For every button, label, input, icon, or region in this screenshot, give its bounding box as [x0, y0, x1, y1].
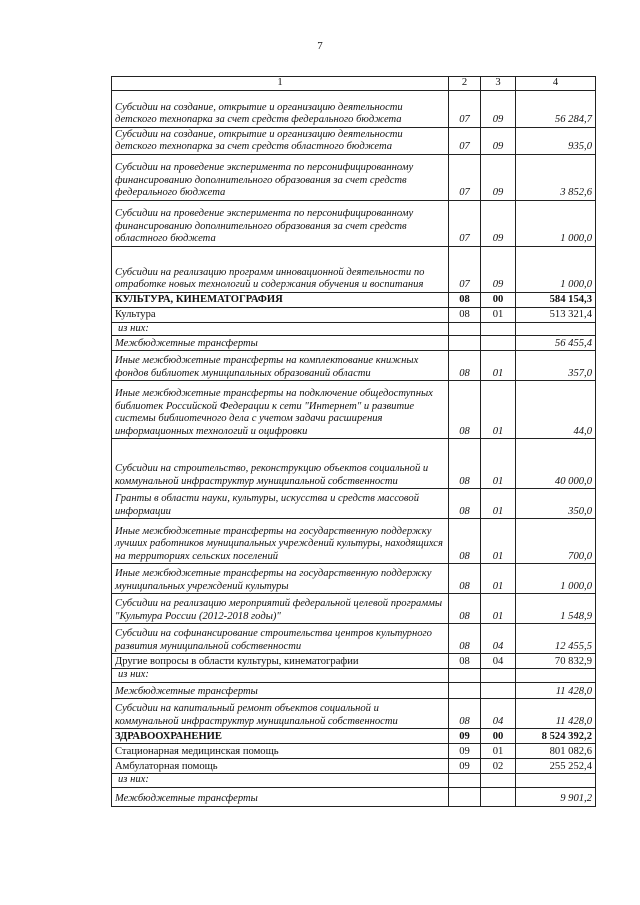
row-amount: 12 455,5: [516, 624, 596, 654]
table-row: [112, 787, 596, 806]
row-name: Иные межбюджетные трансферты на подключение общедоступных библиотек Российской Федерации к сети "Интернет" и развитие системы библиотечного дела с учетом задачи расширения информационных технологий и оцифровки: [112, 381, 449, 439]
row-amount: 9 901,2: [516, 787, 596, 806]
table-row: [112, 683, 596, 699]
table-row: [112, 351, 596, 381]
table-row: [112, 594, 596, 624]
column-header-4: 4: [516, 77, 596, 91]
row-name: Межбюджетные трансферты: [112, 336, 449, 351]
table-row: [112, 669, 596, 683]
row-section-code: 09: [449, 759, 481, 774]
table-row: [112, 744, 596, 759]
row-subsection-code: 01: [481, 564, 516, 594]
row-amount: 357,0: [516, 351, 596, 381]
row-subsection-code: 04: [481, 654, 516, 669]
table-row: [112, 489, 596, 519]
row-section-code: 07: [449, 200, 481, 246]
table-row: [112, 774, 596, 788]
table-row: [112, 200, 596, 246]
row-subsection-code: 01: [481, 439, 516, 489]
row-amount: 1 000,0: [516, 246, 596, 292]
row-section-code: 08: [449, 292, 481, 307]
table-row: [112, 90, 596, 127]
row-name: Субсидии на капитальный ремонт объектов социальной и коммунальной инфраструктур муниципальной собственности: [112, 699, 449, 729]
row-subsection-code: 01: [481, 594, 516, 624]
column-header-3: 3: [481, 77, 516, 91]
row-name: Иные межбюджетные трансферты на государственную поддержку муниципальных учреждений культуры: [112, 564, 449, 594]
row-name: Субсидии на реализацию мероприятий федеральной целевой программы "Культура России (2012-2018 годы)": [112, 594, 449, 624]
table-row: [112, 154, 596, 200]
row-amount: 513 321,4: [516, 307, 596, 322]
table-row: [112, 322, 596, 336]
row-section-code: 08: [449, 594, 481, 624]
row-subsection-code: 09: [481, 90, 516, 127]
row-section-code: 08: [449, 564, 481, 594]
row-name: Субсидии на софинансирование строительства центров культурного развития муниципальной собственности: [112, 624, 449, 654]
row-subsection-code: 09: [481, 154, 516, 200]
row-amount: [516, 774, 596, 788]
row-section-code: 08: [449, 307, 481, 322]
row-amount: [516, 669, 596, 683]
row-section-code: [449, 322, 481, 336]
row-section-code: 09: [449, 729, 481, 744]
table-row: [112, 381, 596, 439]
table-row: [112, 246, 596, 292]
table-row: [112, 699, 596, 729]
row-name: Субсидии на проведение эксперимента по персонифицированному финансированию дополнительного образования за счет средств областного бюджета: [112, 200, 449, 246]
row-subsection-code: 09: [481, 127, 516, 154]
row-amount: 40 000,0: [516, 439, 596, 489]
row-name: Другие вопросы в области культуры, кинематографии: [112, 654, 449, 669]
row-subsection-code: 04: [481, 624, 516, 654]
row-name: КУЛЬТУРА, КИНЕМАТОГРАФИЯ: [112, 292, 449, 307]
row-amount: [516, 322, 596, 336]
row-name: Субсидии на строительство, реконструкцию объектов социальной и коммунальной инфраструктур муниципальной собственности: [112, 439, 449, 489]
row-name: Иные межбюджетные трансферты на государственную поддержку лучших работников муниципальных учреждений культуры, находящихся на территориях сельских поселений: [112, 519, 449, 564]
row-amount: 56 455,4: [516, 336, 596, 351]
row-amount: 801 082,6: [516, 744, 596, 759]
row-amount: 255 252,4: [516, 759, 596, 774]
row-name: ЗДРАВООХРАНЕНИЕ: [112, 729, 449, 744]
row-amount: 3 852,6: [516, 154, 596, 200]
row-amount: 11 428,0: [516, 699, 596, 729]
row-name: Субсидии на реализацию программ инновационной деятельности по отработке новых технологий и содержания обучения и воспитания: [112, 246, 449, 292]
row-section-code: 08: [449, 519, 481, 564]
table-row: [112, 439, 596, 489]
table-row: [112, 624, 596, 654]
row-name: Субсидии на проведение эксперимента по персонифицированному финансированию дополнительного образования за счет средств федерального бюджета: [112, 154, 449, 200]
budget-table: [111, 76, 596, 807]
row-subsection-code: 01: [481, 307, 516, 322]
row-name: Гранты в области науки, культуры, искусства и средств массовой информации: [112, 489, 449, 519]
row-subsection-code: [481, 669, 516, 683]
row-subsection-code: [481, 683, 516, 699]
row-subsection-code: 04: [481, 699, 516, 729]
row-subsection-code: 01: [481, 519, 516, 564]
row-name: из них:: [112, 322, 449, 336]
page-number: 7: [317, 40, 323, 52]
row-section-code: [449, 669, 481, 683]
column-header-1: 1: [112, 77, 449, 91]
row-amount: 700,0: [516, 519, 596, 564]
row-subsection-code: 02: [481, 759, 516, 774]
table-row: [112, 564, 596, 594]
table-header-row: [112, 77, 596, 91]
row-section-code: 08: [449, 381, 481, 439]
row-name: Субсидии на создание, открытие и организацию деятельности детского технопарка за счет средств областного бюджета: [112, 127, 449, 154]
row-amount: 44,0: [516, 381, 596, 439]
row-subsection-code: 00: [481, 729, 516, 744]
row-section-code: 07: [449, 246, 481, 292]
row-subsection-code: 01: [481, 381, 516, 439]
row-amount: 11 428,0: [516, 683, 596, 699]
row-name: Субсидии на создание, открытие и организацию деятельности детского технопарка за счет средств федерального бюджета: [112, 90, 449, 127]
row-subsection-code: 01: [481, 351, 516, 381]
table-row: [112, 307, 596, 322]
row-name: Амбулаторная помощь: [112, 759, 449, 774]
row-section-code: 08: [449, 489, 481, 519]
row-amount: 56 284,7: [516, 90, 596, 127]
row-amount: 70 832,9: [516, 654, 596, 669]
row-name: Стационарная медицинская помощь: [112, 744, 449, 759]
row-amount: 8 524 392,2: [516, 729, 596, 744]
row-section-code: 08: [449, 699, 481, 729]
row-subsection-code: [481, 336, 516, 351]
row-amount: 1 548,9: [516, 594, 596, 624]
row-name: Культура: [112, 307, 449, 322]
row-section-code: [449, 787, 481, 806]
row-section-code: 08: [449, 654, 481, 669]
row-subsection-code: [481, 787, 516, 806]
row-subsection-code: 09: [481, 246, 516, 292]
table-row: [112, 292, 596, 307]
row-name: из них:: [112, 669, 449, 683]
table-row: [112, 654, 596, 669]
row-amount: 1 000,0: [516, 200, 596, 246]
row-name: Иные межбюджетные трансферты на комплектование книжных фондов библиотек муниципальных образований области: [112, 351, 449, 381]
row-section-code: 07: [449, 90, 481, 127]
table-row: [112, 729, 596, 744]
row-amount: 1 000,0: [516, 564, 596, 594]
row-section-code: 09: [449, 744, 481, 759]
row-subsection-code: 09: [481, 200, 516, 246]
row-section-code: 08: [449, 439, 481, 489]
row-section-code: 08: [449, 351, 481, 381]
row-name: из них:: [112, 774, 449, 788]
row-section-code: [449, 774, 481, 788]
row-subsection-code: 00: [481, 292, 516, 307]
row-amount: 584 154,3: [516, 292, 596, 307]
column-header-2: 2: [449, 77, 481, 91]
row-section-code: 07: [449, 127, 481, 154]
row-subsection-code: 01: [481, 489, 516, 519]
row-name: Межбюджетные трансферты: [112, 683, 449, 699]
table-row: [112, 519, 596, 564]
row-amount: 350,0: [516, 489, 596, 519]
row-section-code: 07: [449, 154, 481, 200]
row-amount: 935,0: [516, 127, 596, 154]
table-row: [112, 127, 596, 154]
row-subsection-code: [481, 322, 516, 336]
table-row: [112, 759, 596, 774]
row-subsection-code: [481, 774, 516, 788]
row-subsection-code: 01: [481, 744, 516, 759]
table-row: [112, 336, 596, 351]
row-section-code: [449, 683, 481, 699]
row-name: Межбюджетные трансферты: [112, 787, 449, 806]
row-section-code: 08: [449, 624, 481, 654]
row-section-code: [449, 336, 481, 351]
